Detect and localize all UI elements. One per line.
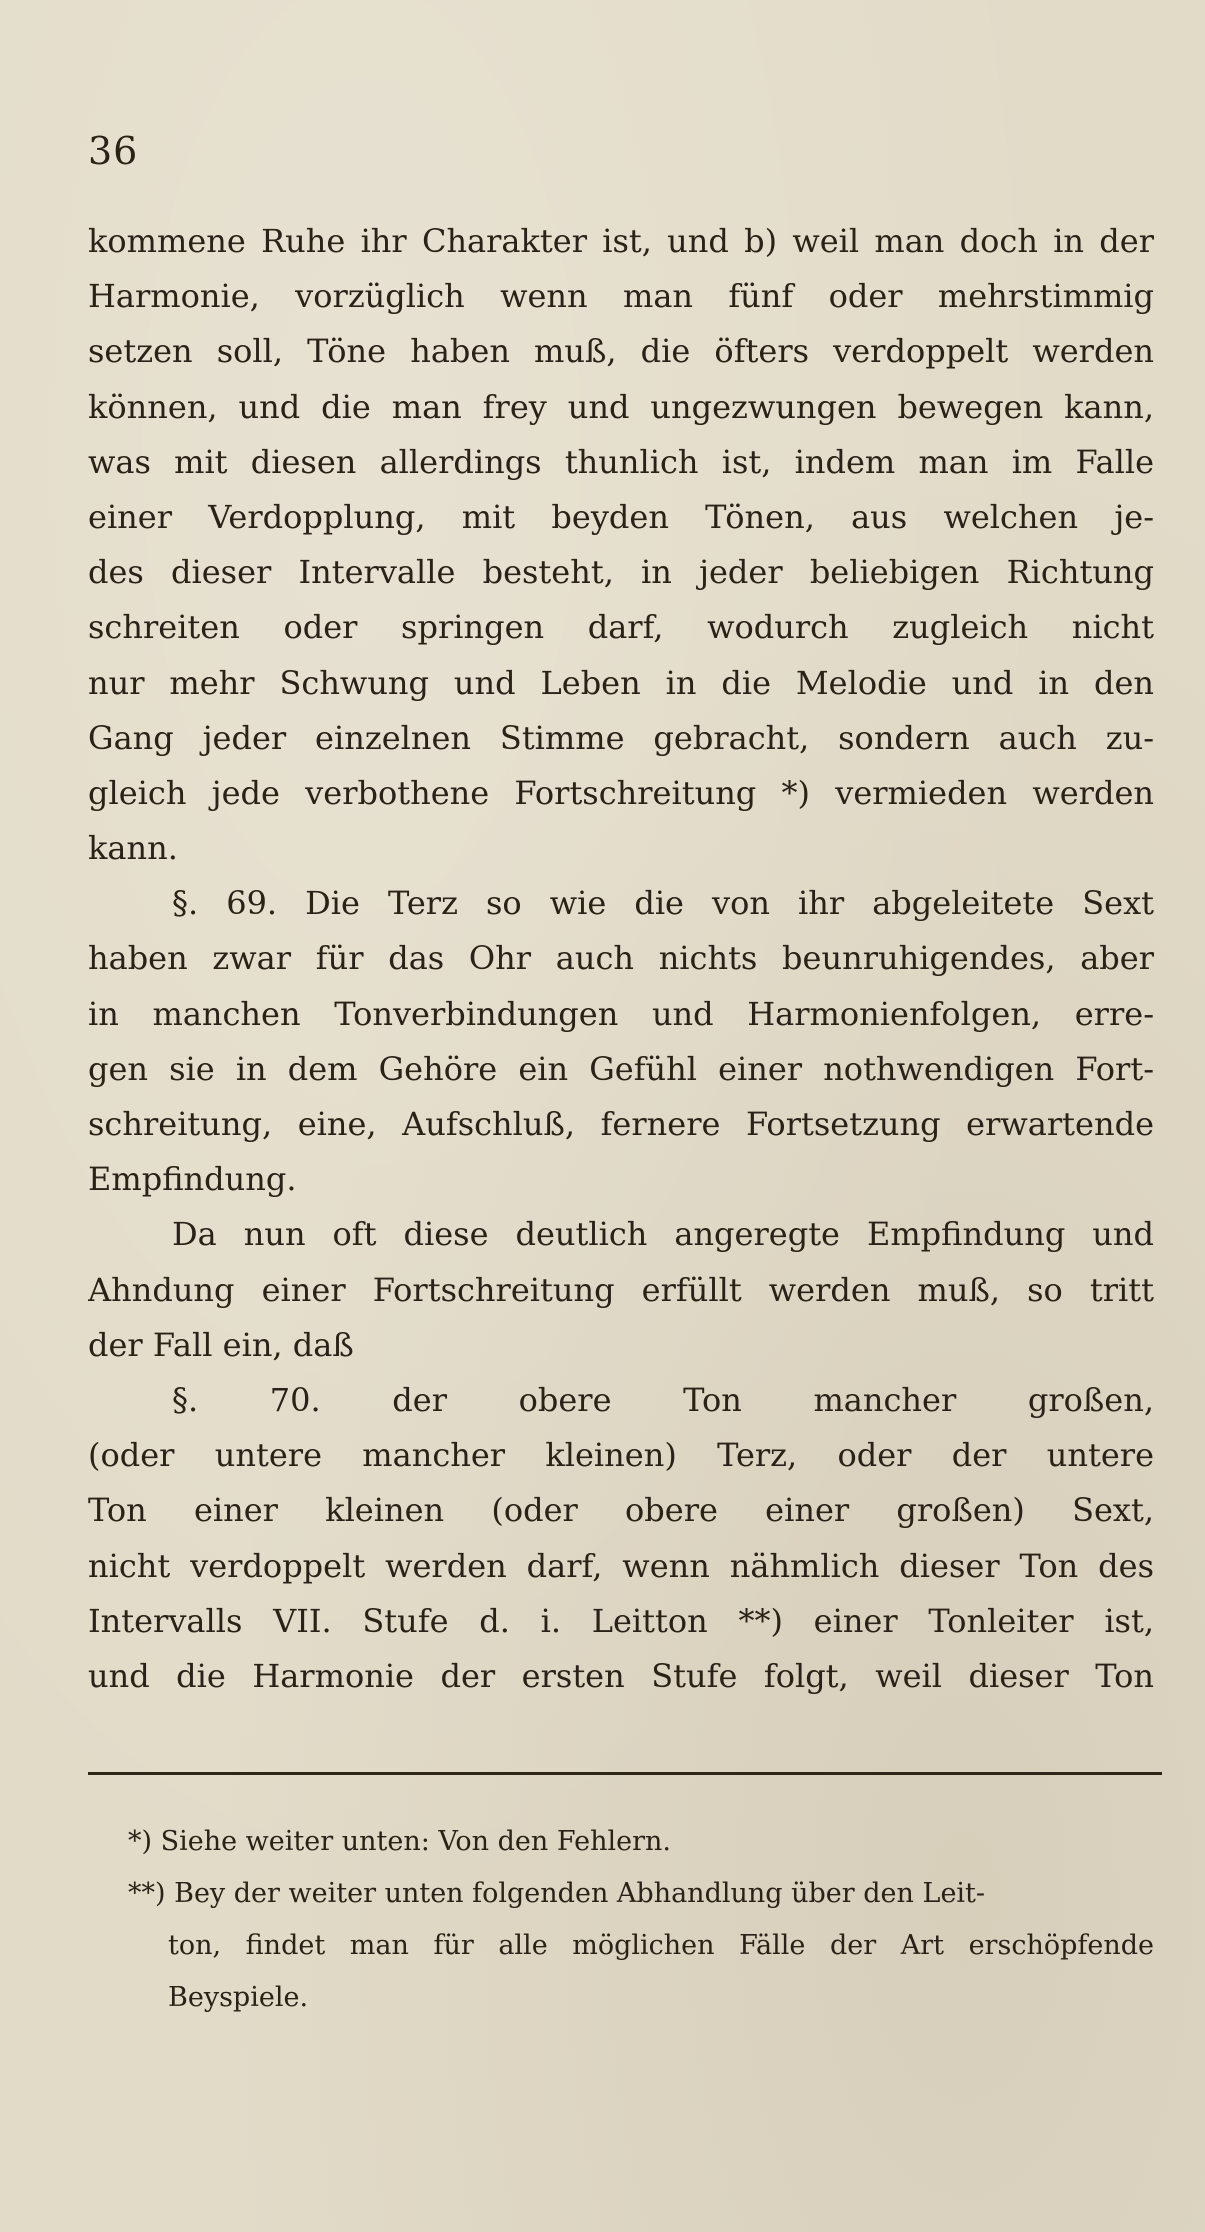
footnote-2-continuation: ton, findet man für alle möglichen Fälle der Art erschöpfende [168, 1930, 1154, 1961]
text-line: Intervalls VII. Stufe d. i. Leitton **) einer Tonleiter ist, [88, 1601, 1154, 1640]
text-line: was mit diesen allerdings thunlich ist, indem man im Falle [88, 442, 1154, 481]
text-line: haben zwar für das Ohr auch nichts beunruhigendes, aber [88, 939, 1154, 978]
text-line: setzen soll, Töne haben muß, die öfters verdoppelt werden [88, 332, 1154, 371]
text-line: nicht verdoppelt werden darf, wenn nähmlich dieser Ton des [88, 1546, 1154, 1585]
text-line: der Fall ein, daß [88, 1325, 354, 1364]
footnotes [88, 1816, 1154, 2024]
section-70-heading-line: §. 70. der obere Ton mancher großen, [172, 1380, 1154, 1419]
text-line: (oder untere mancher kleinen) Terz, oder der untere [88, 1436, 1154, 1475]
text-line: Da nun oft diese deutlich angeregte Empfindung und [172, 1215, 1154, 1254]
text-line: Harmonie, vorzüglich wenn man fünf oder mehrstimmig [88, 277, 1154, 316]
text-line: gleich jede verbothene Fortschreitung *) vermieden werden [88, 773, 1154, 812]
text-line: nur mehr Schwung und Leben in die Melodie und in den [88, 663, 1154, 702]
text-line: können, und die man frey und ungezwungen bewegen kann, [88, 387, 1154, 426]
text-line: kommene Ruhe ihr Charakter ist, und b) weil man doch in der [88, 222, 1154, 260]
page-number: 36 [88, 129, 139, 173]
text-line: und die Harmonie der ersten Stufe folgt, weil dieser Ton [88, 1656, 1154, 1695]
text-line: einer Verdopplung, mit beyden Tönen, aus welchen je- [88, 497, 1154, 536]
footnote-1: *) Siehe weiter unten: Von den Fehlern. [128, 1826, 671, 1857]
section-69-heading-line: §. 69. Die Terz so wie die von ihr abgeleitete Sext [172, 884, 1154, 923]
footnote-separator-rule [88, 1772, 1162, 1775]
text-line: schreiten oder springen darf, wodurch zugleich nicht [88, 608, 1154, 647]
text-line: kann. [88, 829, 178, 868]
text-line: Gang jeder einzelnen Stimme gebracht, sondern auch zu- [88, 718, 1154, 757]
body-text [88, 214, 1154, 1704]
footnote-2: **) Bey der weiter unten folgenden Abhandlung über den Leit- [128, 1878, 986, 1909]
text-line: schreitung, eine, Aufschluß, fernere Fortsetzung erwartende [88, 1105, 1154, 1143]
footnote-2-continuation: Beyspiele. [168, 1982, 309, 2013]
text-line: Ton einer kleinen (oder obere einer großen) Sext, [88, 1491, 1154, 1530]
text-line: des dieser Intervalle besteht, in jeder beliebigen Richtung [88, 553, 1154, 592]
text-line: Ahndung einer Fortschreitung erfüllt werden muß, so tritt [88, 1270, 1154, 1309]
text-line: gen sie in dem Gehöre ein Gefühl einer nothwendigen Fort- [88, 1049, 1154, 1088]
text-line: in manchen Tonverbindungen und Harmonienfolgen, erre- [88, 994, 1154, 1033]
text-line: Empfindung. [88, 1160, 297, 1199]
